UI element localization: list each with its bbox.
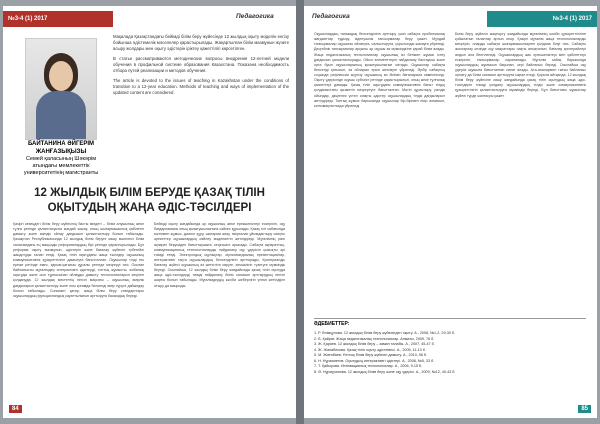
- issue-label: №3-4 (1) 2017: [3, 11, 113, 27]
- reference-item: 6. Н. Нұрахметов. Оқытудың интерактивті әдістері. А., 2008, №5, 33 б.: [314, 358, 435, 363]
- left-page: [3, 6, 296, 418]
- page-number: 85: [578, 405, 591, 413]
- abstract-ru: В статье рассматриваются методические вопросы внедрения 12-летней модели обучения в профильной системе образования Казахстана. Показана необходимость отбора путей реализации и методов обучения.: [113, 56, 289, 74]
- reference-item: 1. Р. Әлімқұлова. 12 жылдық білім беру жүйесіндегі оқыту. А., 2008, №1-2, 29-30 б.: [314, 331, 455, 335]
- right-page: [304, 6, 597, 418]
- references-title: ӘДЕБИЕТТЕР:: [314, 321, 350, 327]
- references-list: [314, 331, 586, 375]
- section-label: Педагогика: [236, 13, 274, 20]
- reference-item: 2. Б. Қайрат. Жаңа педагогикалық технологиялар. Алматы, 2009, 76 б.: [314, 336, 435, 341]
- page-gutter: [296, 0, 304, 424]
- author-photo: [25, 38, 97, 140]
- author-affiliation: Семей қаласының Шәкәрім атындағы мемлекеттік университетінің магистранты: [23, 156, 99, 176]
- left-column-2: Бейімді оқыту жағдайында әр оқушының жеке ерекшеліктері ескеріліп, оқу бағдарламасы оның қызығушылығына сәйкес құрылады. Қазақ тілі сабағында мәтінмен жұмыс, диалог құру, шығарма жазу, пікірталас ұйымдастыру сияқты әрекеттер оқушылардың сөйлеу мәдениетін жетілдіреді. Мұғалімнің рөлі ақпарат берушіден бағыттаушыға, кеңесшіге ауысады. Сабақта ақпараттық-коммуникациялық технологияларды пайдалану оқу үдерісін қызықты әрі тиімді етеді. Электрондық оқулықтар, мультимедиялық презентациялар, интерактивті тақта оқушылардың белсенділігін арттырады. Критериалды бағалау жүйесі оқушының өз жетістігін көруге, кемшілігін түзетуге мүмкіндік береді. Осылайша, 12 жылдық білім беру жағдайында қазақ тілін оқытуда жаңа әдіс-тәсілдерді тиімді пайдалану білім сапасын арттырудың негізгі шарты болып табылады. Мұғалімдердің кәсіби шеберлігін үнемі жетілдіріп отыру да маңызды.: [154, 222, 285, 288]
- author-name: БАЙТАНИНА ӘЙГЕРІМ ЖАНҒАЗЫҚЫЗЫ: [27, 141, 95, 155]
- face-shape: [49, 61, 73, 91]
- page-number: 84: [9, 405, 22, 413]
- section-label: Педагогика: [312, 13, 350, 20]
- references-divider: [314, 318, 586, 319]
- left-column-1: Қазіргі кезеңдегі білім беру жүйесінің басты міндеті – білім алушының жеке тұлға ретінде қалыптасуына жағдай жасау, оның шығармашылық қабілетін дамыту және өзіндік ойлау дағдысын қалыптастыру болып табылады. Қазақстан Республикасында 12 жылдық білім беруге көшу мәселесі білім саласындағы ең маңызды реформалардың бірі ретінде қарастырылады. Бұл реформа оқыту мазмұнын, әдістерін және бағалау жүйесін түбегейлі жаңартуды талап етеді. Қазақ тілін оқытудағы жаңа тәсілдер оқушының коммуникативтік құзыреттілігін дамытуға бағытталған. Оқушылар тілді тек ереже ретінде емес, қарым-қатынас құралы ретінде меңгеруі тиіс. Осыған байланысты мұғалімдер интерактивті әдістерді, топтық жұмысты, жобалық оқытуды және сын тұрғысынан ойлауды дамыту технологияларын кеңінен қолдануда. 12 жылдық мектептің негізгі мақсаты – оқушының өмірлік дағдыларын қалыптастыру және оны қоғамда белсенді өмір сүруге дайындау болып табылады. Сонымен қатар, жаңа білім беру стандарттары оқушылардың функционалдық сауаттылығын арттыруға басымдық береді.: [13, 222, 144, 298]
- reference-item: 5. М. Жиенбаев. Ұлттық білім беру жүйесін дамыту. А., 2010, 56 б.: [314, 353, 428, 358]
- reference-item: 3. Ж. Қараев. 12 жылдық білім беру – заман талабы. А., 2007, 45-47 б.: [314, 342, 435, 347]
- reference-item: 8. Ә. Нұрмұханова. 12 жылдық білім беру және оқу үдерісі. А., 2009, №12, 40-43 б.: [314, 369, 456, 374]
- abstract-block: [113, 34, 289, 96]
- reference-item: 4. Ж. Жанабекова. Қазақ тілін оқыту әдістемесі. А., 2005, 11-13 б.: [314, 347, 426, 352]
- article-title: 12 ЖЫЛДЫҚ БІЛІМ БЕРУДЕ ҚАЗАҚ ТІЛІН ОҚЫТУДЫҢ ЖАҢА ӘДІС-ТӘСІЛДЕРІ: [34, 187, 265, 214]
- abstract-kz: Мақалада Қазақстандағы бейімді білім беру жүйесінде 12 жылдық оқыту моделін енгізу бойынша әдістемелік мәселелер қарастырылады. Жаңартылған білім мазмұнын жүзеге асыру жолдары мен оқыту әдістерін іріктеу қажеттілігі көрсетілген.: [113, 34, 289, 52]
- right-column-2: Білім беру жүйесін жаңғырту жағдайында мұғалімнің кәсіби құзыреттілігіне қойылатын талаптар артып отыр. Қазіргі мұғалім жаңа технологияларды меңгеріп, оларды сабақта шығармашылықпен қолдана білуі тиіс. Сабақты жоспарлау кезінде оқу мақсаттары нақты анықталып, бағалау критерийлері алдын ала белгіленеді. Оқушылардың жас ерекшеліктері мен қабілеттері ескеріліп, тапсырмалар сараланады. Мұғалім сабақ барысында оқушылардың жұмысын бақылап, кері байланыс береді. Осылайша оқу үдерісі оқушыға бағытталған сипат алады. Ата-аналармен тығыз байланыс орнату да білім сапасын арттыруға ықпал етеді. Қорыта айтқанда, 12 жылдық білім беру жүйесіне көшу жағдайында қазақ тілін оқытудың жаңа әдіс-тәсілдерін тиімді қолдану оқушылардың тілдік және коммуникативтік құзыреттілігін қалыптастыруға мүмкіндік береді. Бұл бағыттағы жұмыстар жүйелі түрде жалғасуы қажет.: [455, 32, 586, 98]
- issue-label: №3-4 (1) 2017: [487, 11, 597, 27]
- author-block: [13, 141, 109, 177]
- right-column-1: Оқушылардың танымдық белсенділігін арттыру үшін сабақта проблемалық жағдаяттар тудыру, ізденушілік тапсырмалар беру қажет. Мұндай тапсырмалар оқушыны ойлануға, салыстыруға, қорытынды жасауға үйретеді. Деңгейлік тапсырмалар арқылы әр оқушы өз мүмкіндігіне қарай білім алады. Жаңа педагогикалық технологиялар оқушының өз бетімен жұмыс істеу дағдысын қалыптастырады. Ойын элементтерін пайдалану бастауыш және орта буын оқушыларының қызығушылығын оятады. Оқушылар сабақта белсенді қатысып, өз ойларын еркін жеткізуге үйренеді. Әрбір сабақтың соңында рефлексия жүргізу оқушының өз білімін бағалауына көмектеседі. Оқыту үдерісінде оқушы субъект ретінде қарастырылып, оның жеке тұлғалық қасиеттері дамиды. Қазақ тілін оқытудағы коммуникативтік бағыт тілдің қолданыстағы қызметін меңгертуге бағытталған. Мәтін құрастыру, рөлдік ойындар, дөңгелек үстел сияқты әдістер оқушылардың тілдік дағдыларын жетілдіреді. Топтық жұмыс барысында оқушылар бір-бірімен пікір алмасып, ынтымақтастыққа үйренеді.: [314, 32, 445, 108]
- abstract-en: The article is devoted to the issues of teaching in Kazakhstan under the conditions of transition to a 12-year education. Methods of teaching and ways of implementation of the updated content are considered.: [113, 78, 289, 96]
- shoulders-shape: [36, 91, 86, 140]
- reference-item: 7. Т. Қайырова. Инновациялық технологиялар. А., 2006, 9-15 б.: [314, 364, 423, 369]
